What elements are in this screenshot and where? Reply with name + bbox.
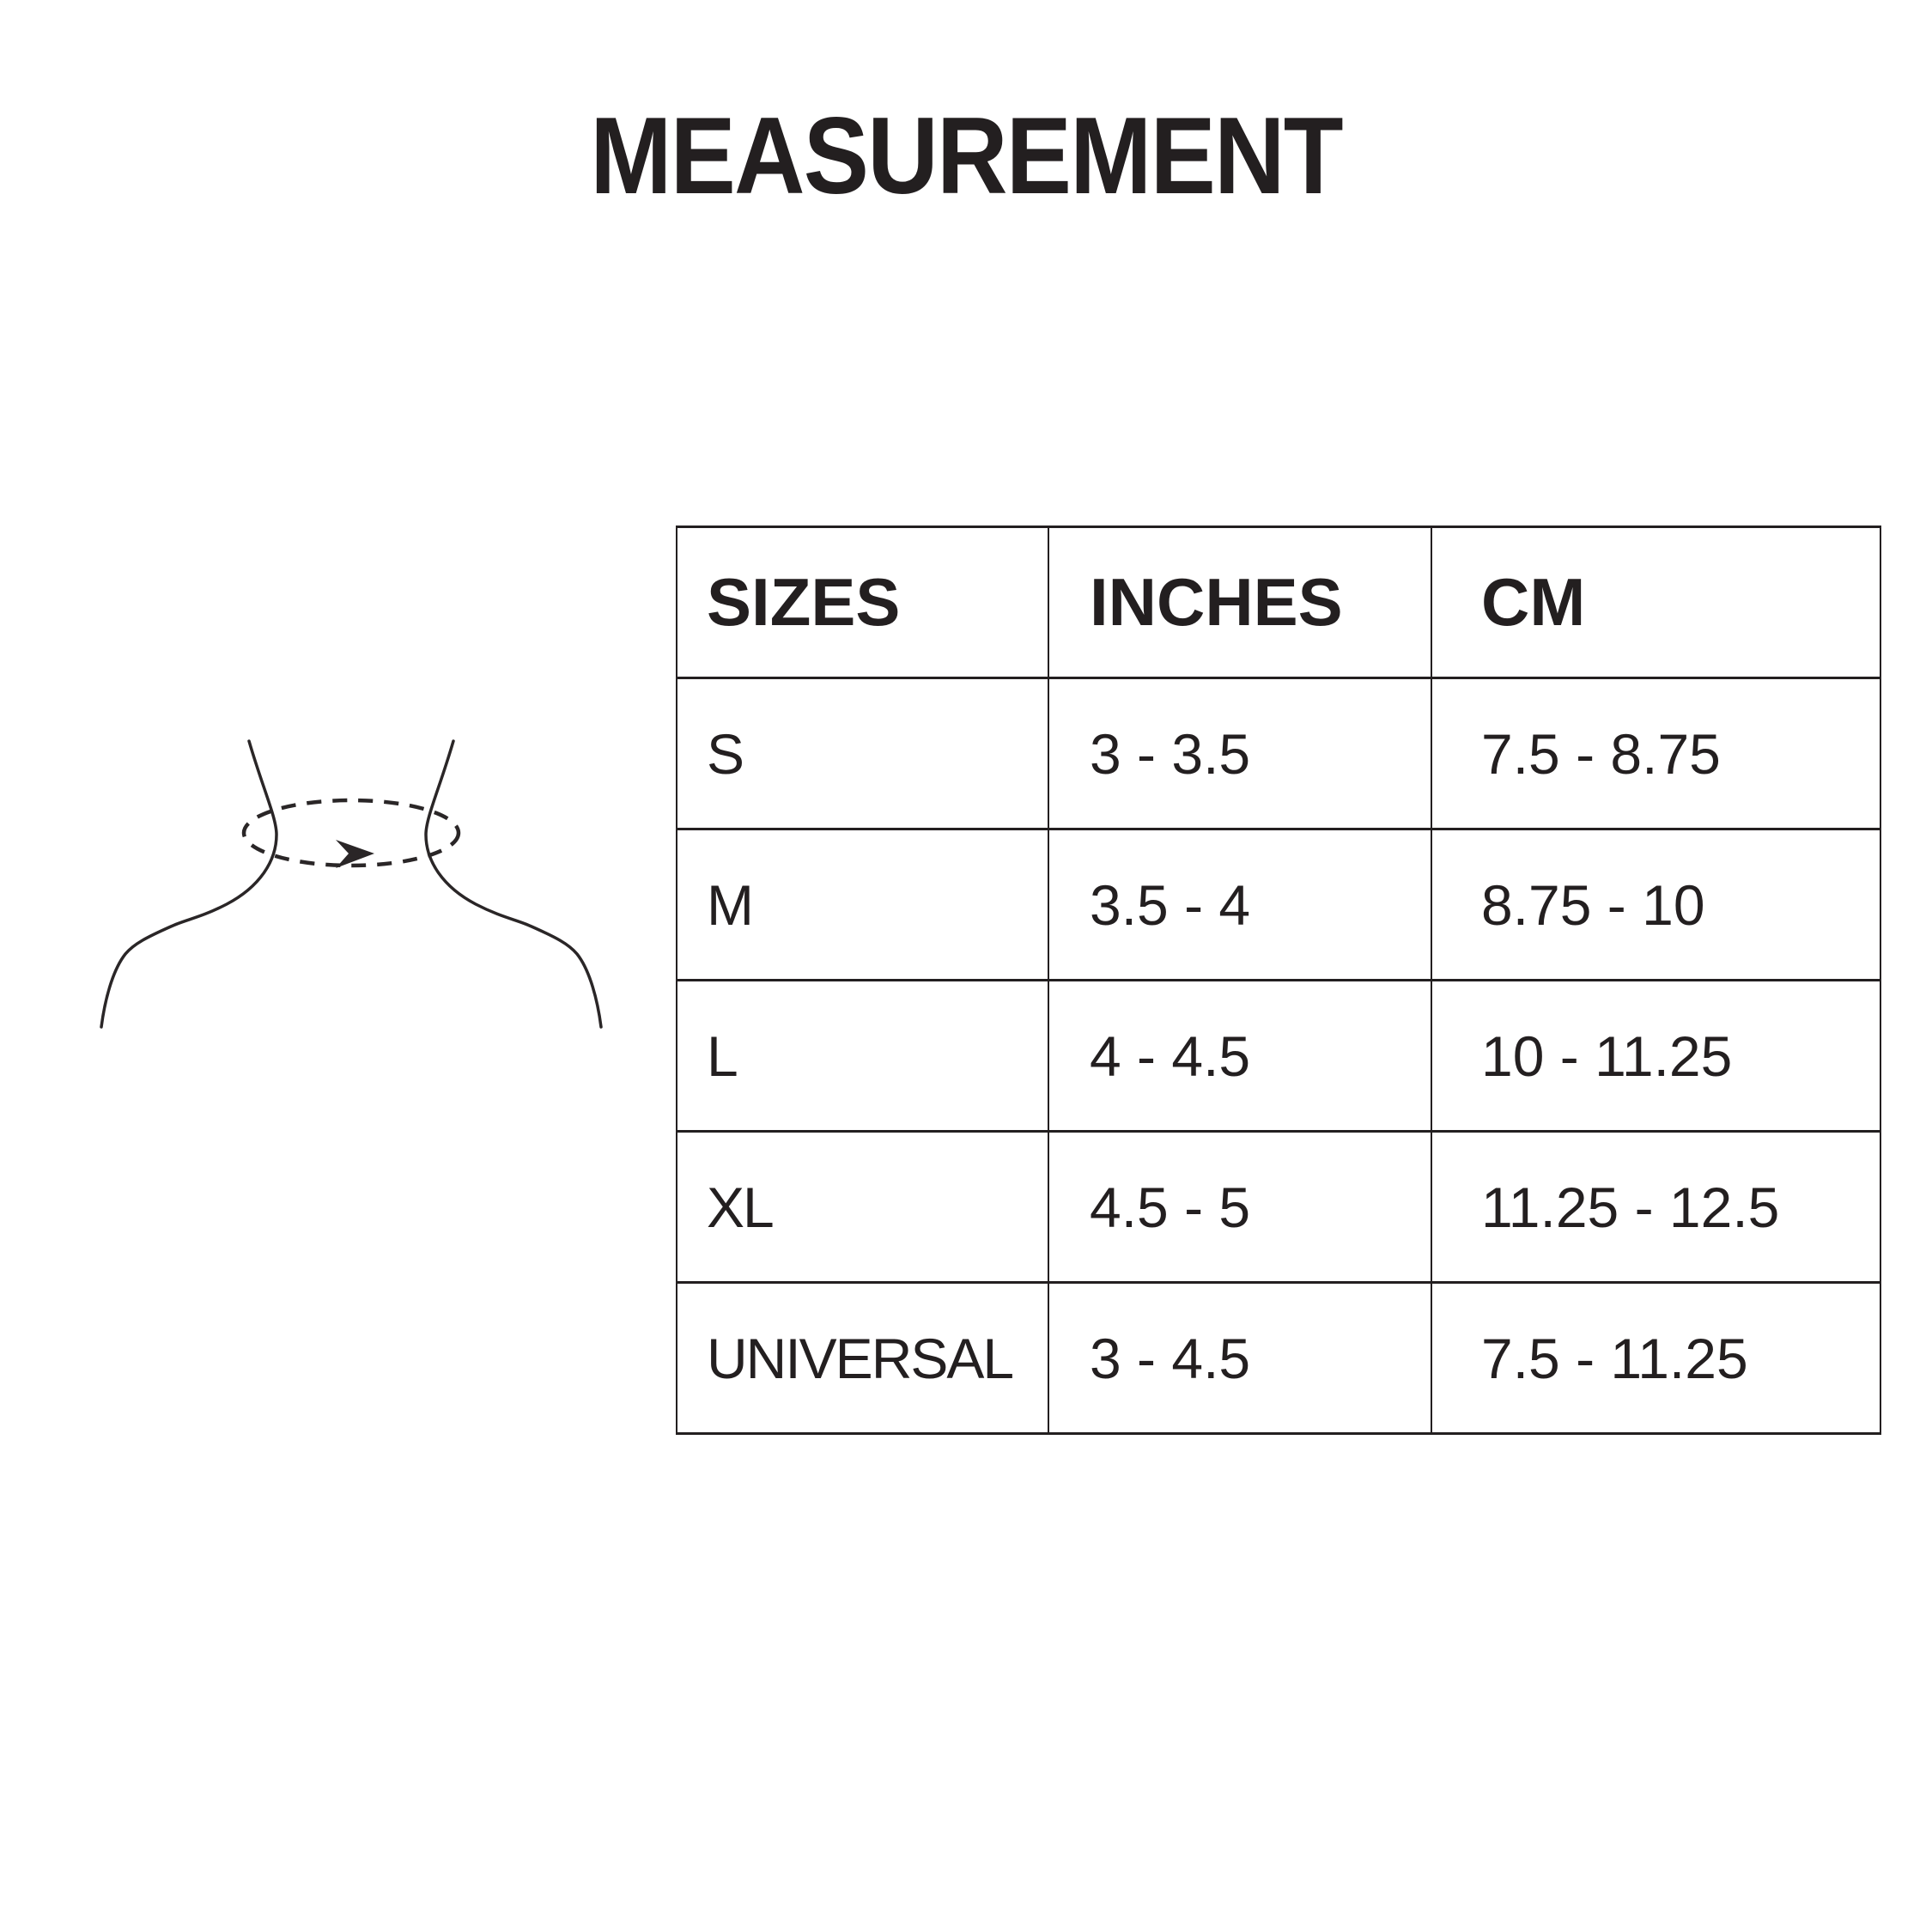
size-cell: M <box>677 829 1048 981</box>
inches-cell: 3 - 3.5 <box>1048 678 1431 829</box>
neck-shoulders-illustration <box>69 704 670 1091</box>
table-row <box>677 981 1880 1132</box>
inches-cell: 4 - 4.5 <box>1048 981 1431 1132</box>
right-neck-shoulder-line <box>426 741 601 1027</box>
table-row <box>677 678 1880 829</box>
size-cell: XL <box>677 1132 1048 1283</box>
cm-cell: 7.5 - 8.75 <box>1431 678 1880 829</box>
size-cell: L <box>677 981 1048 1132</box>
cm-cell: 8.75 - 10 <box>1431 829 1880 981</box>
table-row <box>677 829 1880 981</box>
table-header-row <box>677 527 1880 678</box>
header-sizes: SIZES <box>677 527 1048 678</box>
cm-cell: 11.25 - 12.5 <box>1431 1132 1880 1283</box>
inches-cell: 4.5 - 5 <box>1048 1132 1431 1283</box>
size-chart-table <box>676 526 1881 1435</box>
cm-cell: 7.5 - 11.25 <box>1431 1283 1880 1434</box>
table-row <box>677 1283 1880 1434</box>
header-inches: INCHES <box>1048 527 1431 678</box>
size-cell: S <box>677 678 1048 829</box>
left-neck-shoulder-line <box>101 741 276 1027</box>
inches-cell: 3.5 - 4 <box>1048 829 1431 981</box>
inches-cell: 3 - 4.5 <box>1048 1283 1431 1434</box>
cm-cell: 10 - 11.25 <box>1431 981 1880 1132</box>
page-title: MEASUREMENT <box>590 94 1342 216</box>
header-cm: CM <box>1431 527 1880 678</box>
size-cell: UNIVERSAL <box>677 1283 1048 1434</box>
table-row <box>677 1132 1880 1283</box>
neck-measurement-diagram <box>69 704 670 1091</box>
